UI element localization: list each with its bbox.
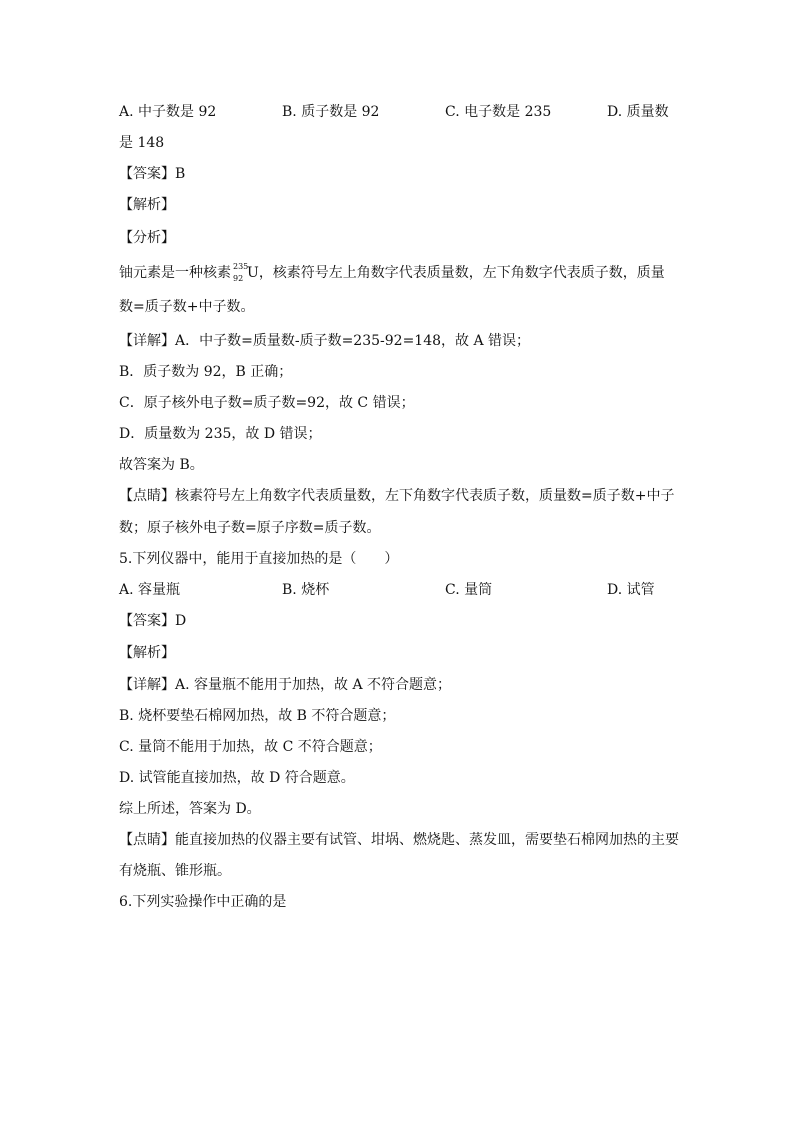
q5-note-line1: 【点睛】能直接加热的仪器主要有试管、坩埚、燃烧匙、蒸发皿，需要垫石棉网加热的主要 (119, 832, 679, 848)
isotope-notation (231, 263, 247, 283)
q4-option-d-wrap: 是 148 (119, 135, 165, 151)
q4-answer: 【答案】B (119, 166, 186, 182)
q4-detail-b: B．质子数为 92，B 正确； (119, 364, 293, 380)
isotope-symbol: U (247, 265, 259, 281)
q4-detail-c: C．原子核外电子数=质子数=92，故 C 错误； (119, 395, 415, 411)
q4-option-a: A. 中子数是 92 (119, 104, 217, 120)
q5-analysis-label: 【解析】 (119, 645, 175, 661)
q5-detail-a: 【详解】A. 容量瓶不能用于加热，故 A 不符合题意； (119, 677, 452, 693)
q4-note-line1: 【点睛】核素符号左上角数字代表质量数，左下角数字代表质子数，质量数=质子数+中子 (119, 488, 675, 504)
q4-option-c: C. 电子数是 235 (445, 104, 552, 120)
q4-option-b: B. 质子数是 92 (282, 104, 380, 120)
fenxi-part1: 铀元素是一种核素 (119, 265, 231, 281)
q4-fenxi-label: 【分析】 (119, 230, 175, 246)
q4-detail-d: D．质量数为 235，故 D 错误； (119, 426, 322, 442)
q5-option-b: B. 烧杯 (282, 582, 330, 598)
q5-question: 5.下列仪器中，能用于直接加热的是（ ） (119, 551, 399, 567)
q5-detail-d: D. 试管能直接加热，故 D 符合题意。 (119, 770, 355, 786)
q4-note-line2: 数；原子核外电子数=原子序数=质子数。 (119, 520, 381, 536)
q4-option-d: D. 质量数 (607, 104, 669, 120)
q6-question: 6.下列实验操作中正确的是 (119, 894, 287, 910)
q4-detail-a: 【详解】A．中子数=质量数-质子数=235-92=148，故 A 错误； (119, 333, 531, 349)
q5-detail-c: C. 量筒不能用于加热，故 C 不符合题意； (119, 739, 382, 755)
q5-conclusion: 综上所述，答案为 D。 (119, 801, 261, 817)
fenxi-part2: ，核素符号左上角数字代表质量数，左下角数字代表质子数，质量 (258, 265, 665, 281)
isotope-mass: 235 (233, 262, 249, 271)
q5-option-c: C. 量筒 (445, 582, 493, 598)
q4-analysis-label: 【解析】 (119, 197, 175, 213)
q4-fenxi-text (119, 263, 665, 283)
q5-detail-b: B. 烧杯要垫石棉网加热，故 B 不符合题意； (119, 708, 396, 724)
q4-conclusion: 故答案为 B。 (119, 457, 204, 473)
q5-answer: 【答案】D (119, 613, 187, 629)
q5-option-d: D. 试管 (607, 582, 655, 598)
q5-note-line2: 有烧瓶、锥形瓶。 (119, 863, 231, 879)
q4-fenxi-line2: 数=质子数+中子数。 (119, 299, 255, 315)
q5-option-a: A. 容量瓶 (119, 582, 181, 598)
isotope-number: 92 (233, 274, 244, 283)
